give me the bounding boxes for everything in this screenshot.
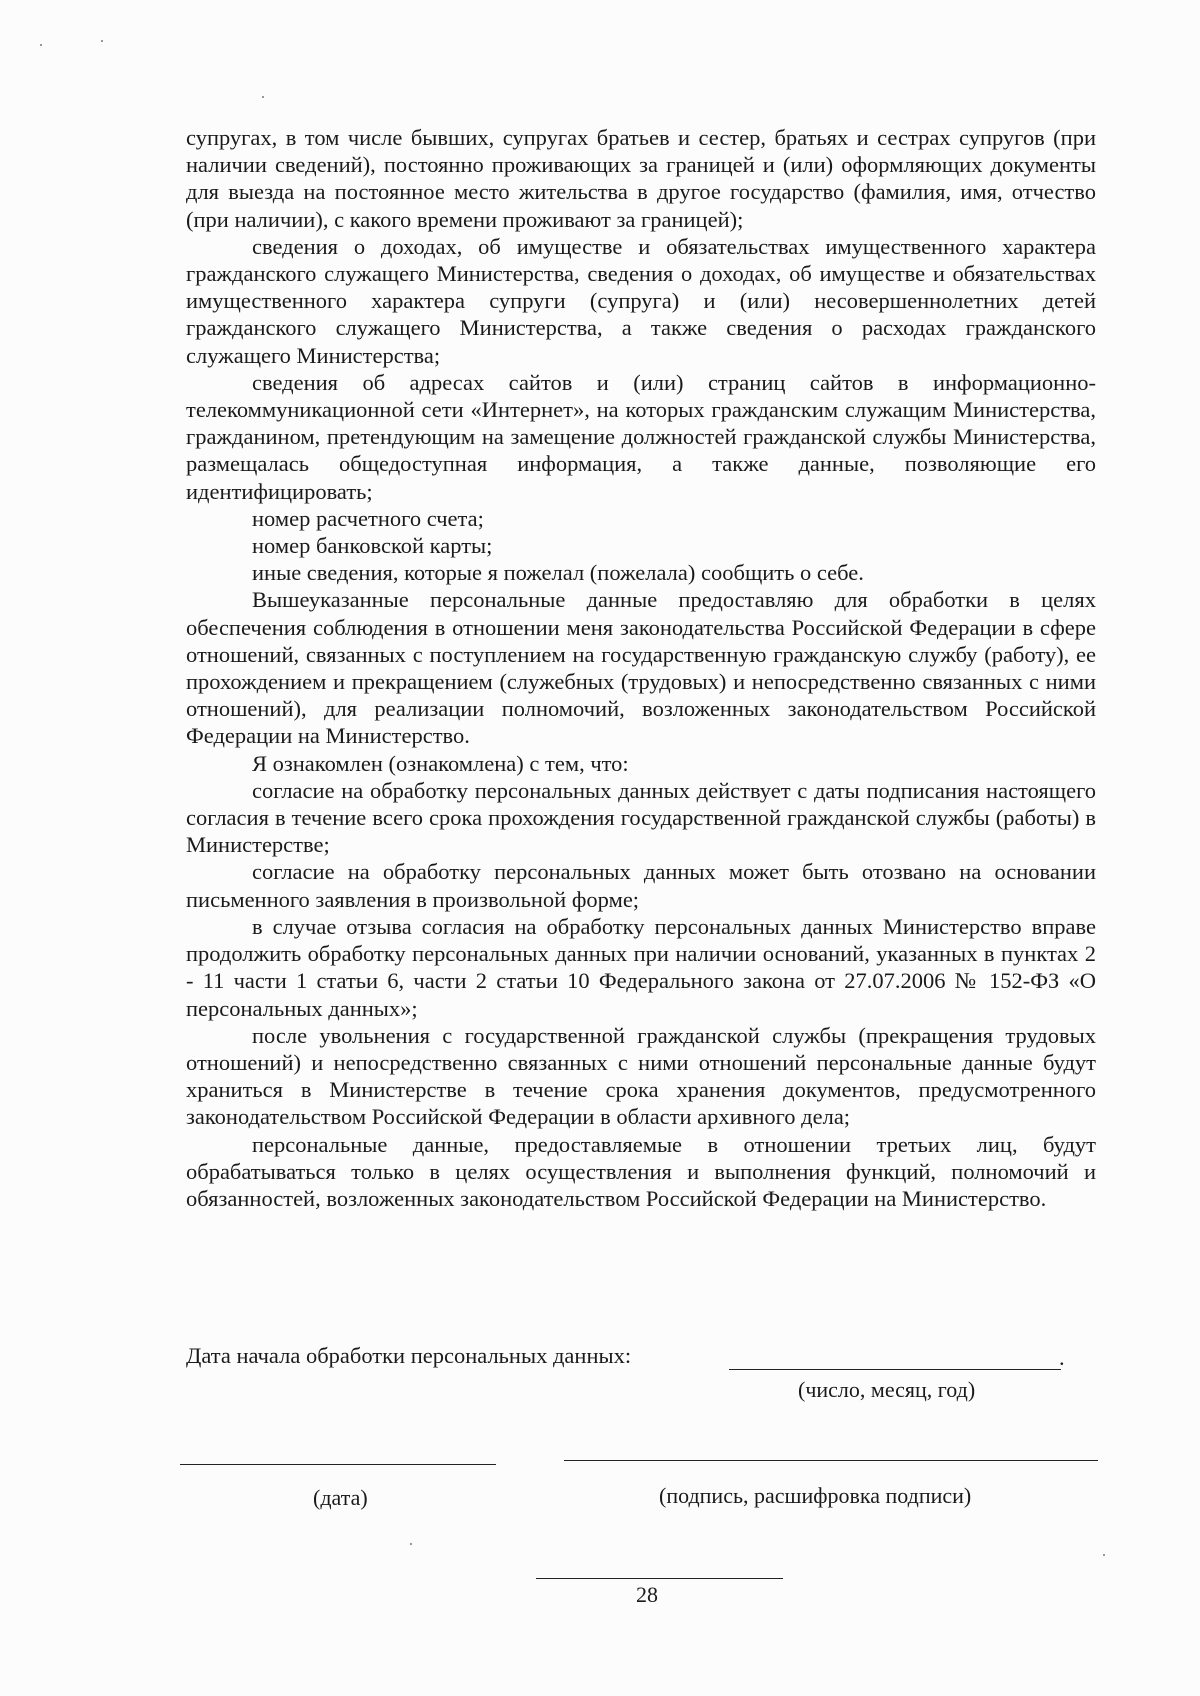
paragraph: согласие на обработку персональных данных может быть отозвано на основании письменного заявления в произвольной форме; [186, 859, 1096, 912]
paragraph: номер расчетного счета; [252, 505, 484, 531]
signature-line[interactable] [564, 1460, 1098, 1461]
date-period: . [1059, 1345, 1065, 1370]
paragraph: сведения о доходах, об имуществе и обязательствах имущественного характера гражданского служащего Министерства, сведения о доходах, об имуществе и обязательствах имущественного характера супруги (супруга) и (или) несовершеннолетних детей гражданского служащего Министерства, а также сведения о расходах гражданского служащего Министерства; [186, 233, 1096, 368]
scan-speck [410, 1543, 412, 1545]
signature-caption: (подпись, расшифровка подписи) [659, 1483, 972, 1508]
document-body [186, 124, 1096, 1212]
scan-speck [40, 44, 42, 46]
processing-start-date-label: Дата начала обработки персональных данных: [186, 1343, 632, 1368]
page-number: 28 [636, 1582, 658, 1607]
scan-speck [101, 40, 103, 42]
paragraph: согласие на обработку персональных данных действует с даты подписания настоящего согласия в течение всего срока прохождения государственной гражданской службы (работы) в Министерстве; [186, 777, 1096, 858]
paragraph: номер банковской карты; [252, 533, 493, 559]
paragraph: супругах, в том числе бывших, супругах братьев и сестер, братьях и сестрах супругов (при наличии сведений), постоянно проживающих за границей и (или) оформляющих документы для выезда на постоянное место жительства в другое государство (фамилия, имя, отчество (при наличии), с какого времени проживают за границей); [186, 125, 1096, 232]
paragraph: после увольнения с государственной гражданской службы (прекращения трудовых отношений) и непосредственно связанных с ними отношений персональные данные будут храниться в Министерстве в течение срока хранения документов, предусмотренного законодательством Российской Федерации в области архивного дела; [186, 1022, 1096, 1130]
footer-rule [536, 1578, 783, 1579]
processing-start-date-row [186, 1343, 1096, 1373]
date-format-hint: (число, месяц, год) [798, 1377, 976, 1402]
paragraph: иные сведения, которые я пожелал (пожелала) сообщить о себе. [252, 560, 864, 586]
date-signature-line[interactable] [180, 1464, 496, 1465]
paragraph: сведения об адресах сайтов и (или) страниц сайтов в информационно-телекоммуникационной сети «Интернет», на которых гражданским служащим Министерства, гражданином, претендующим на замещение должностей гражданской службы Министерства, размещалась общедоступная информация, а также данные, позволяющие его идентифицировать; [186, 369, 1096, 504]
paragraph: Я ознакомлен (ознакомлена) с тем, что: [252, 750, 629, 776]
scan-speck [1103, 1554, 1105, 1556]
date-caption: (дата) [313, 1485, 368, 1510]
paragraph: в случае отзыва согласия на обработку персональных данных Министерство вправе продолжить обработку персональных данных при наличии оснований, указанных в пунктах 2 - 11 части 1 статьи 6, части 2 статьи 10 Федерального закона от 27.07.2006 № 152-ФЗ «О персональных данных»; [186, 913, 1096, 1021]
date-blank-line[interactable] [729, 1369, 1061, 1370]
paragraph: Вышеуказанные персональные данные предоставляю для обработки в целях обеспечения соблюдения в отношении меня законодательства Российской Федерации в сфере отношений, связанных с поступлением на государственную гражданскую службу (работу), ее прохождением и прекращением (служебных (трудовых) и непосредственно связанных с ними отношений), для реализации полномочий, возложенных законодательством Российской Федерации на Министерство. [186, 587, 1096, 749]
paragraph: персональные данные, предоставляемые в отношении третьих лиц, будут обрабатываться только в целях осуществления и выполнения функций, полномочий и обязанностей, возложенных законодательством Российской Федерации на Министерство. [186, 1131, 1096, 1211]
signature-block [186, 1343, 1096, 1510]
scan-speck [262, 96, 264, 98]
